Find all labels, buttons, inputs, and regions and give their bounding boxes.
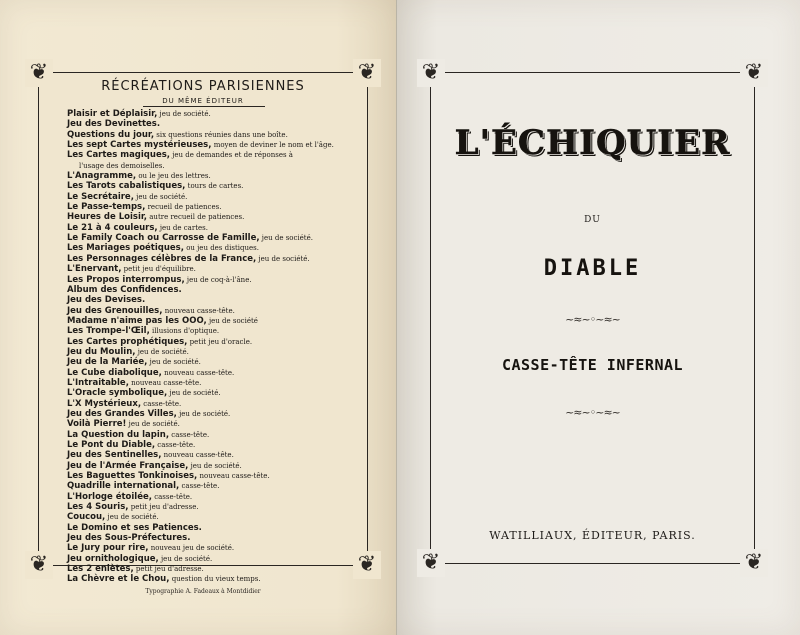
list-item: Les Cartes magiques, jeu de demandes et de réponses à: [67, 150, 293, 161]
list-item: Le 21 à 4 couleurs, jeu de cartes.: [67, 222, 208, 233]
list-item: l'usage des demoiselles.: [79, 161, 165, 170]
list-item: Jeu des Sentinelles, nouveau casse-tête.: [67, 450, 234, 461]
list-item: Le Passe-temps, recueil de patiences.: [67, 202, 222, 213]
list-item: Les 2 enlètes, petit jeu d'adresse.: [67, 564, 204, 575]
list-item: L'Oracle symbolique, jeu de société.: [67, 388, 221, 399]
printer-credit: Typographie A. Fadeaux à Montdidier: [145, 588, 261, 595]
list-item: L'Horloge étoilée, casse-tête.: [67, 491, 193, 502]
list-item: Plaisir et Déplaisir, jeu de société.: [67, 109, 211, 119]
series-title: RÉCRÉATIONS PARISIENNES: [101, 79, 305, 94]
list-item: L'X Mystérieux, casse-tête.: [67, 398, 182, 409]
list-item: L'Intraitable, nouveau casse-tête.: [67, 377, 202, 388]
list-item: La Chèvre et le Chou, question du vieux temps.: [67, 574, 261, 585]
list-item: Les 4 Souris, petit jeu d'adresse.: [67, 502, 199, 513]
list-item: Les Mariages poétiques, ou jeu des distiques.: [67, 243, 259, 254]
list-item: Le Domino et ses Patiences.: [67, 522, 202, 533]
list-item: Jeu des Grenouilles, nouveau casse-tête.: [67, 305, 235, 316]
corner-ornament-icon: ❦: [25, 59, 53, 87]
left-page-border: [29, 60, 377, 595]
list-item: Les Tarots cabalistiques, tours de cartes.: [67, 181, 244, 192]
list-item: Coucou, jeu de société.: [67, 512, 159, 523]
book-subtitle: CASSE-TÊTE INFERNAL: [501, 356, 684, 374]
corner-ornament-icon: ❦: [417, 549, 445, 577]
corner-ornament-icon: ❦: [740, 59, 768, 87]
list-item: Album des Confidences.: [67, 284, 182, 295]
corner-ornament-icon: ❦: [353, 551, 381, 579]
list-item: Les Trompe-l'Œil, illusions d'optique.: [67, 326, 220, 337]
list-item: Les Baguettes Tonkinoises, nouveau casse-tête.: [67, 471, 270, 482]
book-title-subject: DIABLE: [543, 256, 642, 281]
list-item: Le Secrétaire, jeu de société.: [67, 191, 188, 202]
list-item: Le Family Coach ou Carrosse de Famille, jeu de société.: [67, 233, 313, 244]
flourish-divider-icon: ~≈~◦~≈~: [565, 406, 620, 419]
flourish-divider-icon: ~≈~◦~≈~: [565, 313, 620, 326]
list-item: Les Cartes prophétiques, petit jeu d'oracle.: [67, 336, 253, 347]
list-item: L'Enervant, petit jeu d'équilibre.: [67, 264, 196, 275]
list-item: Jeu ornithologique, jeu de société.: [67, 553, 213, 564]
corner-ornament-icon: ❦: [353, 59, 381, 87]
list-item: Jeu des Devises.: [67, 295, 146, 306]
list-item: La Question du lapin, casse-tête.: [67, 429, 210, 440]
list-item: Les Personnages célèbres de la France, jeu de société.: [67, 253, 310, 264]
corner-ornament-icon: ❦: [740, 549, 768, 577]
list-item: Jeu de la Mariée, jeu de société.: [67, 357, 201, 368]
publisher-imprint: WATILLIAUX, ÉDITEUR, PARIS.: [489, 529, 696, 542]
list-item: Jeu des Grandes Villes, jeu de société.: [67, 408, 231, 419]
list-item: Heures de Loisir, autre recueil de patiences.: [67, 212, 245, 223]
list-item: Jeu des Devinettes.: [67, 119, 161, 130]
publication-list: [67, 109, 361, 585]
book-title: L'ÉCHIQUIER: [454, 123, 731, 163]
list-item: Jeu des Sous-Préfectures.: [67, 533, 191, 544]
series-subtitle: DU MÊME ÉDITEUR: [162, 97, 244, 105]
list-item: Le Pont du Diable, casse-tête.: [67, 440, 196, 450]
list-item: Quadrille international, casse-tête.: [67, 481, 220, 492]
list-item: L'Anagramme, ou le jeu des lettres.: [67, 171, 211, 182]
title-connector: DU: [584, 215, 601, 225]
list-item: Les Propos interrompus, jeu de coq-à-l'âne.: [67, 274, 252, 285]
list-item: Madame n'aime pas les OOO, jeu de société: [67, 315, 258, 326]
corner-ornament-icon: ❦: [417, 59, 445, 87]
right-page: [397, 0, 800, 635]
list-item: Jeu de l'Armée Française, jeu de société.: [67, 460, 242, 471]
left-page: [0, 0, 396, 635]
right-page-border: [421, 60, 764, 575]
list-item: Le Jury pour rire, nouveau jeu de société.: [67, 543, 235, 554]
list-item: Questions du jour, six questions réunies dans une boîte.: [67, 129, 288, 140]
corner-ornament-icon: ❦: [25, 551, 53, 579]
list-item: Les sept Cartes mystérieuses, moyen de deviner le nom et l'âge.: [67, 140, 334, 151]
list-item: Le Cube diabolique, nouveau casse-tête.: [67, 367, 235, 378]
subtitle-rule: [143, 106, 265, 107]
list-item: Jeu du Moulin, jeu de société.: [67, 346, 189, 357]
list-item: Voilà Pierre! jeu de société.: [67, 419, 180, 430]
